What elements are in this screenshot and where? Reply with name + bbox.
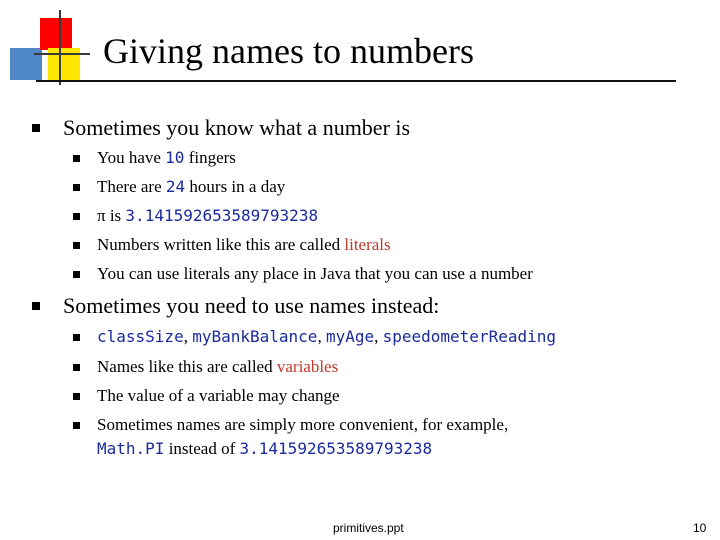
bullet-icon	[73, 242, 80, 249]
section2-bullet-4-line-2	[97, 440, 432, 457]
section2-bullet-3	[97, 387, 340, 404]
literal-code: 10	[165, 148, 185, 167]
bullet-icon	[32, 302, 40, 310]
variable-code: myBankBalance	[192, 327, 318, 346]
slide-title: Giving names to numbers	[103, 31, 474, 71]
section1-heading: Sometimes you know what a number is	[63, 115, 411, 140]
term-highlight: variables	[276, 357, 339, 376]
bullet-text: hours in a day	[185, 177, 286, 196]
constant-code: Math.PI	[97, 439, 165, 458]
bullet-icon	[73, 364, 80, 371]
section2-bullet-2	[97, 358, 338, 375]
bullet-text: Names like this are called	[97, 357, 277, 376]
slide-logo	[10, 10, 90, 85]
separator-text: ,	[374, 327, 383, 346]
bullet-text: instead of	[164, 439, 240, 458]
bullet-text: fingers	[184, 148, 236, 167]
bullet-icon	[73, 334, 80, 341]
section1-bullet-3	[97, 207, 318, 224]
title-underline	[36, 80, 676, 82]
variable-code: classSize	[97, 327, 184, 346]
bullet-text: Sometimes names are simply more convenient, for example,	[97, 415, 509, 434]
bullet-text: There are	[97, 177, 166, 196]
literal-code: 3.141592653589793238	[239, 439, 433, 458]
section2-bullet-4-line-1	[97, 416, 508, 433]
bullet-text: The value of a variable may change	[97, 386, 340, 405]
bullet-text: π is	[97, 206, 126, 225]
bullet-icon	[73, 184, 80, 191]
section2-bullet-1	[97, 328, 556, 345]
bullet-icon	[32, 124, 40, 132]
literal-code: 24	[165, 177, 186, 196]
separator-text: ,	[317, 327, 326, 346]
section1-bullet-5	[97, 265, 533, 282]
bullet-text: You have	[97, 148, 166, 167]
logo-red-square	[40, 18, 72, 50]
bullet-icon	[73, 393, 80, 400]
variable-code: myAge	[325, 327, 375, 346]
page-number: 10	[693, 521, 707, 535]
section2-heading: Sometimes you need to use names instead:	[63, 293, 440, 318]
section1-bullet-1	[97, 149, 236, 166]
literal-code: 3.141592653589793238	[125, 206, 319, 225]
term-highlight: literals	[344, 235, 391, 254]
section1-bullet-2	[97, 178, 285, 195]
footer-filename: primitives.ppt	[333, 521, 404, 535]
bullet-icon	[73, 422, 80, 429]
bullet-icon	[73, 271, 80, 278]
logo-horizontal-line	[34, 53, 90, 55]
bullet-icon	[73, 213, 80, 220]
variable-code: speedometerReading	[382, 327, 556, 346]
separator-text: ,	[183, 327, 193, 346]
section1-bullet-4	[97, 236, 391, 253]
bullet-text: Numbers written like this are called	[97, 235, 345, 254]
logo-vertical-line	[59, 10, 61, 85]
bullet-icon	[73, 155, 80, 162]
bullet-text: You can use literals any place in Java that you can use a number	[97, 264, 533, 283]
